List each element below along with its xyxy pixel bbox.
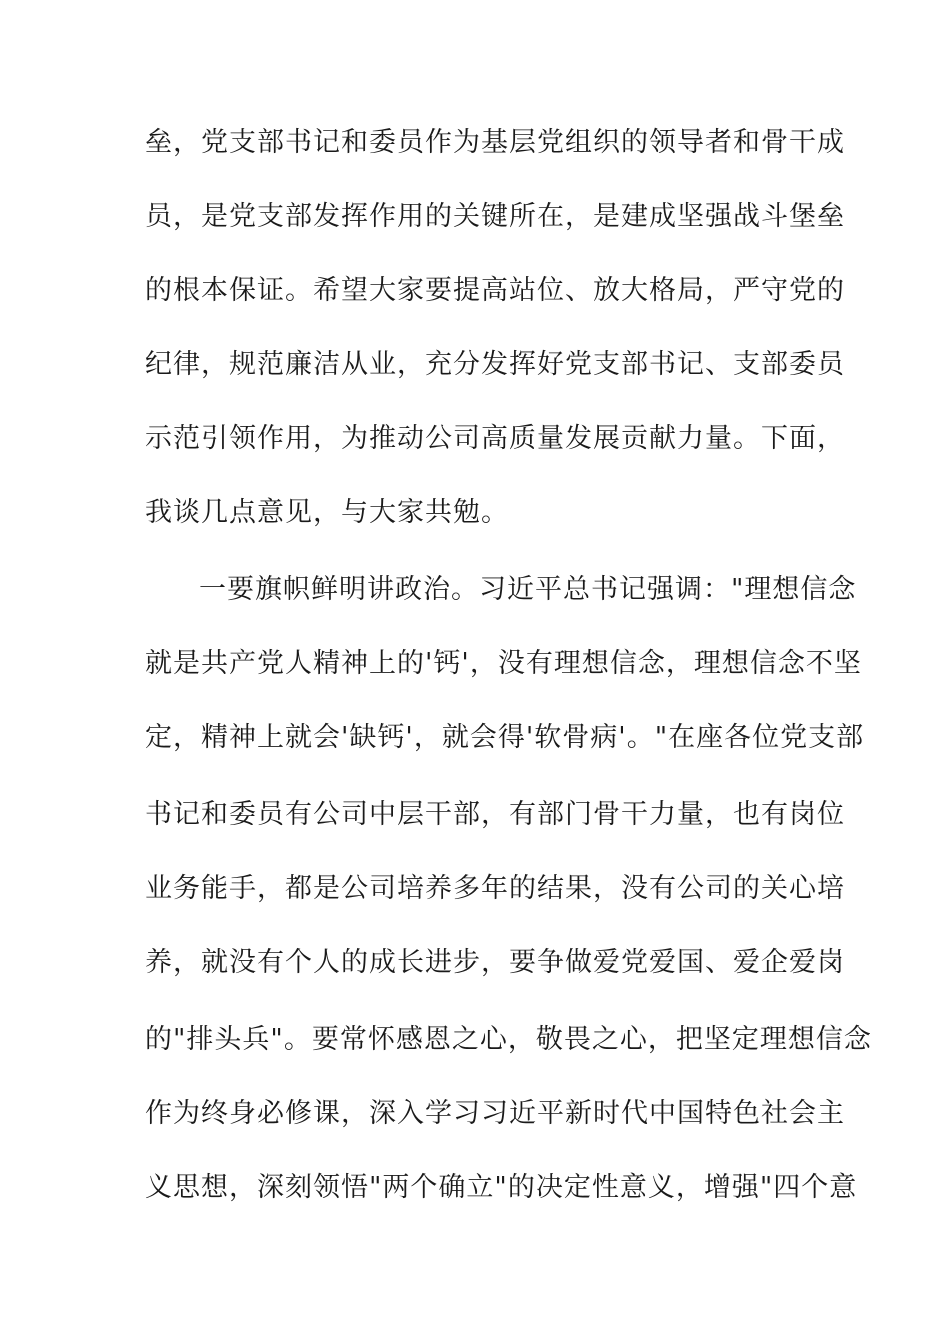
text-line: 纪律，规范廉洁从业，充分发挥好党支部书记、支部委员 (145, 349, 845, 380)
text-line: 我谈几点意见，与大家共勉。 (145, 497, 509, 528)
text-line: 的根本保证。希望大家要提高站位、放大格局，严守党的 (145, 275, 845, 306)
text-line: 的"排头兵"。要常怀感恩之心，敬畏之心，把坚定理想信念 (145, 1024, 872, 1055)
text-line: 就是共产党人精神上的'钙'，没有理想信念，理想信念不坚 (145, 648, 862, 679)
text-line: 义思想，深刻领悟"两个确立"的决定性意义，增强"四个意 (145, 1172, 858, 1203)
text-line: 业务能手，都是公司培养多年的结果，没有公司的关心培 (145, 873, 845, 904)
text-line: 定，精神上就会'缺钙'，就会得'软骨病'。"在座各位党支部 (145, 722, 865, 753)
text-line: 垒，党支部书记和委员作为基层党组织的领导者和骨干成 (145, 127, 845, 158)
text-line: 作为终身必修课，深入学习习近平新时代中国特色社会主 (145, 1098, 845, 1129)
paragraph-first-line: 一要旗帜鲜明讲政治。习近平总书记强调："理想信念 (199, 574, 857, 605)
text-line: 书记和委员有公司中层干部，有部门骨干力量，也有岗位 (145, 799, 845, 830)
text-line: 养，就没有个人的成长进步，要争做爱党爱国、爱企爱岗 (145, 947, 845, 978)
text-line: 示范引领作用，为推动公司高质量发展贡献力量。下面， (145, 423, 845, 454)
text-line: 员，是党支部发挥作用的关键所在，是建成坚强战斗堡垒 (145, 201, 845, 232)
